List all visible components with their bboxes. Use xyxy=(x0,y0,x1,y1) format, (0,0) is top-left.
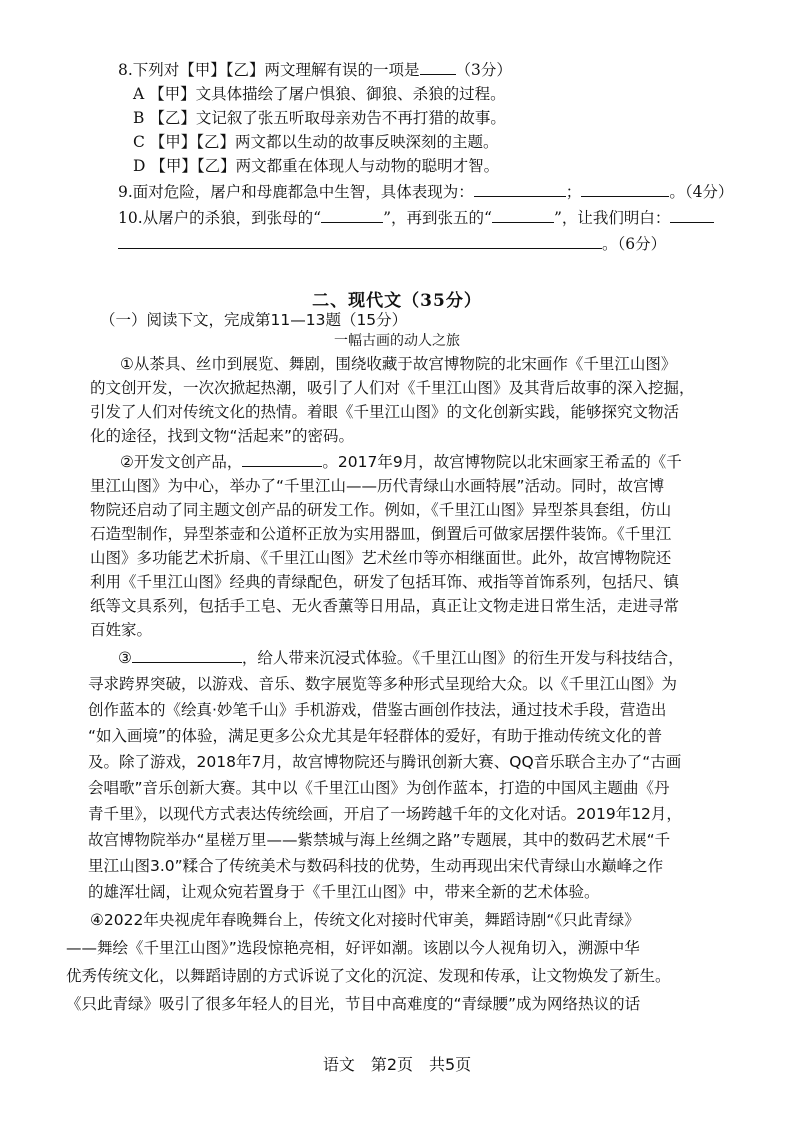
question-10-text-2: ”，再到张五的“ xyxy=(383,209,492,227)
paragraph-2-text: 。2017年9月，故宫博物院以北宋画家王希孟的《千 xyxy=(322,453,682,471)
paragraph-3-line: 及。除了游戏，2018年7月，故宫博物院还与腾讯创新大赛、QQ音乐联合主办了“古画 xyxy=(88,753,682,771)
question-8-option-c: C 【甲】【乙】两文都以生动的故事反映深刻的主题。 xyxy=(133,133,499,151)
paragraph-2-line: 石造型制作，异型茶壶和公道杯正放为实用器皿，倒置后可做家居摆件装饰。《千里江 xyxy=(90,525,672,543)
question-9-score: 。（4分） xyxy=(669,183,734,201)
paragraph-1-line: ①从茶具、丝巾到展览、舞剧，围绕收藏于故宫博物院的北宋画作《千里江山图》 xyxy=(120,355,677,373)
question-8-option-d: D 【甲】【乙】两文都重在体现人与动物的聪明才智。 xyxy=(133,157,500,175)
question-8-score: （3分） xyxy=(455,61,512,79)
answer-blank[interactable] xyxy=(492,208,554,223)
paragraph-1-line: 引发了人们对传统文化的热情。着眼《千里江山图》的文化创新实践，能够探究文物活 xyxy=(90,403,680,421)
paragraph-3-line: 会唱歌”音乐创新大赛。其中以《千里江山图》为创作蓝本，打造的中国风主题曲《丹 xyxy=(88,779,670,797)
paragraph-3-line: 青千里》，以现代方式表达传统绘画，开启了一场跨越千年的文化对话。2019年12月， xyxy=(88,805,682,823)
section-title: 二、现代文（35分） xyxy=(312,291,482,311)
paragraph-4-line: ——舞绘《千里江山图》”选段惊艳亮相，好评如潮。该剧以今人视角切入，溯源中华 xyxy=(66,939,640,957)
paragraph-4-line: ④2022年央视虎年春晚舞台上，传统文化对接时代审美，舞蹈诗剧“《只此青绿》 xyxy=(90,911,640,929)
separator: ； xyxy=(565,183,582,201)
paragraph-3-line: 寻求跨界突破，以游戏、音乐、数字展览等多种形式呈现给大众。以《千里江山图》为 xyxy=(88,675,678,693)
question-10-text-3: ”，让我们明白： xyxy=(553,209,671,227)
reading-instruction: （一）阅读下文，完成第11—13题（15分） xyxy=(100,311,408,329)
question-10-text-1: 10.从屠户的杀狼，到张母的“ xyxy=(118,209,322,227)
paragraph-4-line: 优秀传统文化，以舞蹈诗剧的方式诉说了文化的沉淀、发现和传承，让文物焕发了新生。 xyxy=(66,967,671,985)
paragraph-2-line: 纸等文具系列，包括手工皂、无火香薰等日用品，真正让文物走进日常生活，走进寻常 xyxy=(90,597,680,615)
paragraph-1-line: 化的途径，找到文物“活起来”的密码。 xyxy=(90,427,355,445)
answer-blank[interactable] xyxy=(420,60,456,75)
paragraph-2-line: 里江山图》为中心，举办了“千里江山——历代青绿山水画特展”活动。同时，故宫博 xyxy=(90,477,665,495)
paragraph-3-text: ③ xyxy=(118,649,132,667)
question-9 xyxy=(118,182,733,202)
question-8-option-a: A 【甲】文具体描绘了屠户惧狼、御狼、杀狼的过程。 xyxy=(133,85,506,103)
question-10 xyxy=(118,208,714,228)
article-title: 一幅古画的动人之旅 xyxy=(334,333,460,349)
question-8-text: 8.下列对【甲】【乙】两文理解有误的一项是 xyxy=(118,61,420,79)
answer-blank[interactable] xyxy=(321,208,383,223)
paragraph-3-text: ，给人带来沉浸式体验。《千里江山图》的衍生开发与科技结合， xyxy=(241,649,684,667)
paragraph-4-line: 《只此青绿》吸引了很多年轻人的目光，节目中高难度的“青绿腰”成为网络热议的话 xyxy=(66,995,641,1013)
question-9-text: 9.面对危险，屠户和母鹿都急中生智，具体表现为： xyxy=(118,183,474,201)
paragraph-3-first-line xyxy=(118,648,684,668)
paragraph-3-line: 创作蓝本的《绘真·妙笔千山》手机游戏，借鉴古画创作技法，通过技术手段，营造出 xyxy=(88,701,667,719)
question-8-stem xyxy=(118,60,512,80)
answer-blank[interactable] xyxy=(242,452,322,467)
question-10-continued xyxy=(118,234,666,254)
paragraph-2-line: 山图》多功能艺术折扇、《千里江山图》艺术丝巾等亦相继面世。此外，故宫博物院还 xyxy=(90,549,672,567)
answer-blank[interactable] xyxy=(118,234,602,249)
answer-blank[interactable] xyxy=(474,182,566,197)
paragraph-1-line: 的文创开发，一次次掀起热潮，吸引了人们对《千里江山图》及其背后故事的深入挖掘， xyxy=(90,379,695,397)
answer-blank[interactable] xyxy=(670,208,714,223)
paragraph-2-first-line xyxy=(120,452,682,472)
paragraph-2-line: 物院还启动了同主题文创产品的研发工作。例如，《千里江山图》异型茶具套组，仿山 xyxy=(90,501,672,519)
paragraph-2-line: 利用《千里江山图》经典的青绿配色，研发了包括耳饰、戒指等首饰系列，包括尺、镇 xyxy=(90,573,680,591)
paragraph-2-text: ②开发文创产品， xyxy=(120,453,243,471)
question-8-option-b: B 【乙】文记叙了张五听取母亲劝告不再打猎的故事。 xyxy=(133,109,506,127)
answer-blank[interactable] xyxy=(132,648,242,663)
paragraph-2-line: 百姓家。 xyxy=(90,621,153,639)
question-10-score: 。（6分） xyxy=(602,235,667,253)
page-footer: 语文 第2页 共5页 xyxy=(322,1055,472,1074)
paragraph-3-line: 里江山图3.0”糅合了传统美术与数码科技的优势，生动再现出宋代青绿山水巅峰之作 xyxy=(88,857,664,875)
answer-blank[interactable] xyxy=(581,182,669,197)
paragraph-3-line: 故宫博物院举办“星槎万里——紫禁城与海上丝绸之路”专题展，其中的数码艺术展“千 xyxy=(88,831,671,849)
paragraph-3-line: 的雄浑壮阔，让观众宛若置身于《千里江山图》中，带来全新的艺术体验。 xyxy=(88,883,600,901)
paragraph-3-line: “如入画境”的体验，满足更多公众尤其是年轻群体的爱好，有助于推动传统文化的普 xyxy=(88,727,663,745)
